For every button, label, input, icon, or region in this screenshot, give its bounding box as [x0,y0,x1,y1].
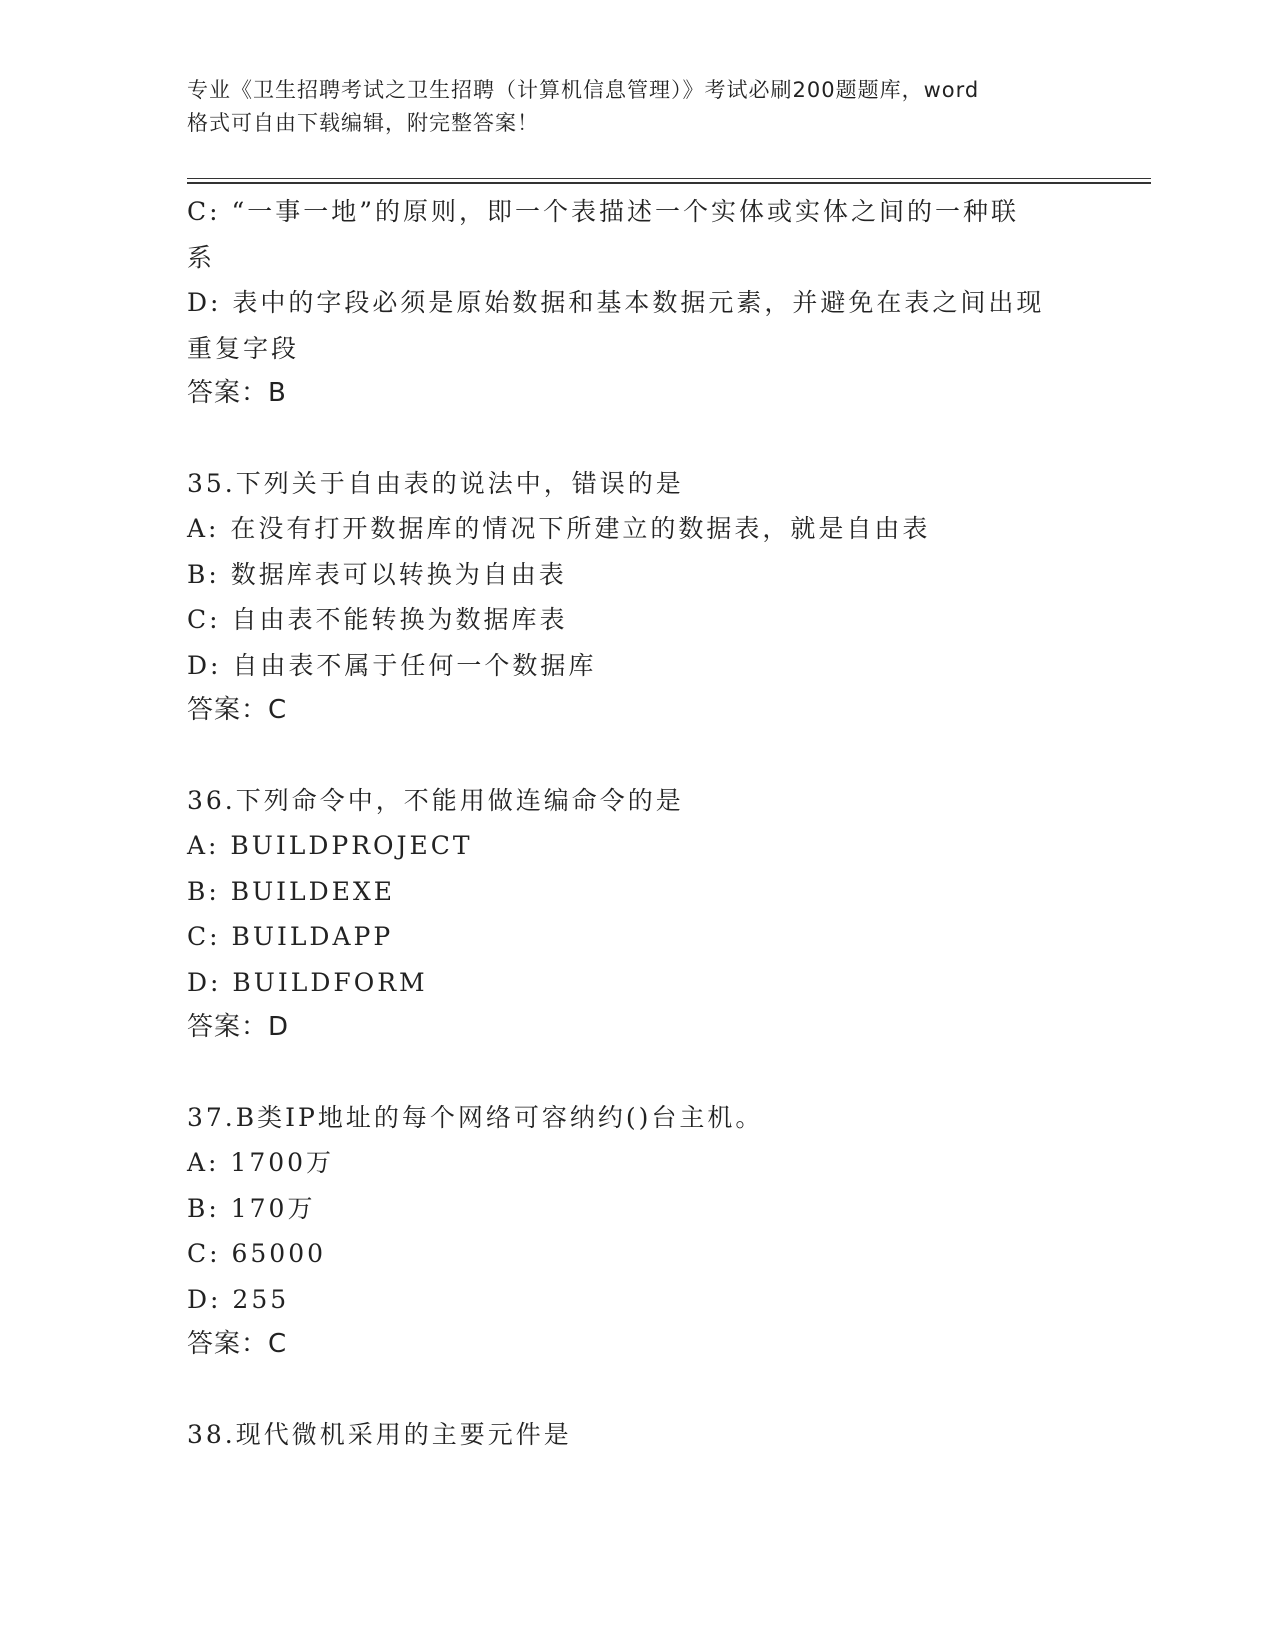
question-38 [187,1412,1087,1458]
option-b: B: 数据库表可以转换为自由表 [187,559,567,589]
option-c-line-1: C: “一事一地”的原则，即一个表描述一个实体或实体之间的一种联 [187,197,1020,226]
option-d: D: 自由表不属于任何一个数据库 [187,650,597,680]
question-34-continued [187,189,1087,417]
spacer [187,417,1087,461]
document-header [187,74,1087,140]
option-a: A: 1700万 [187,1148,335,1177]
question-36 [187,778,1087,1051]
header-title-line-1: 专业《卫生招聘考试之卫生招聘（计算机信息管理）》考试必刷200题题库，word [187,78,980,102]
question-stem: 37.B类IP地址的每个网络可容纳约()台主机。 [187,1102,764,1132]
header-divider-thin [187,178,1151,179]
option-c: C: 65000 [187,1239,327,1268]
document-body [187,189,1087,1457]
question-37 [187,1095,1087,1368]
option-d-line-2: 重复字段 [187,333,300,363]
option-d: D: 255 [187,1284,290,1314]
option-c-line-2: 系 [187,242,216,272]
answer-34: 答案：B [187,378,287,408]
option-b: B: 170万 [187,1193,316,1223]
spacer [187,734,1087,778]
answer-37: 答案：C [187,1329,288,1359]
option-a: A: BUILDPROJECT [187,831,473,860]
question-stem: 38.现代微机采用的主要元件是 [187,1419,572,1449]
answer-36: 答案：D [187,1012,290,1042]
option-c: C: BUILDAPP [187,922,394,951]
question-35 [187,461,1087,734]
spacer [187,1051,1087,1095]
spacer [187,1368,1087,1412]
question-stem: 36.下列命令中，不能用做连编命令的是 [187,785,684,815]
option-a: A: 在没有打开数据库的情况下所建立的数据表，就是自由表 [187,514,931,543]
option-d: D: BUILDFORM [187,967,428,997]
header-divider-thick [187,182,1151,184]
header-title-line-2: 格式可自由下载编辑，附完整答案！ [187,111,539,135]
option-b: B: BUILDEXE [187,876,395,906]
answer-35: 答案：C [187,695,288,725]
option-d-line-1: D: 表中的字段必须是原始数据和基本数据元素，并避免在表之间出现 [187,288,1045,317]
option-c: C: 自由表不能转换为数据库表 [187,605,568,634]
question-stem: 35.下列关于自由表的说法中，错误的是 [187,468,684,498]
